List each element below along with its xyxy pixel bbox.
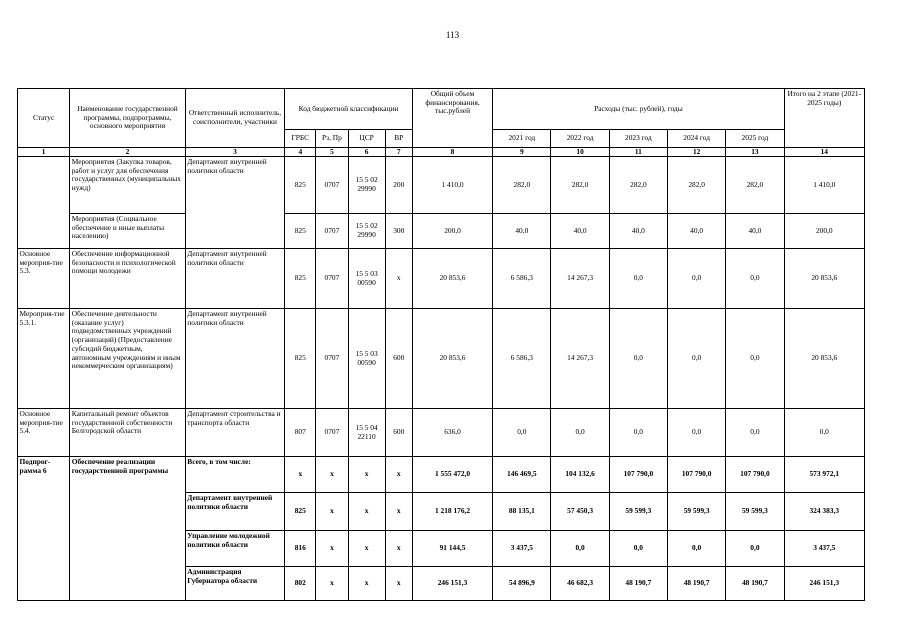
row-stage-total: 1 410,0: [784, 157, 864, 214]
row-executor: Департамент внутренней политики области: [185, 157, 284, 249]
col-number: 5: [316, 148, 348, 157]
row-status: Основное мероприя-тие 5.4.: [18, 409, 70, 457]
row-vr: 600: [385, 409, 412, 457]
row-2023: 282,0: [609, 157, 667, 214]
col-number: 10: [551, 148, 609, 157]
col-number: 14: [784, 148, 864, 157]
row-csr: 15 5 02 29990: [348, 157, 385, 214]
row-vr: 600: [385, 309, 412, 409]
row-2021: 88 135,1: [493, 493, 551, 531]
row-rzpr: 0707: [316, 309, 348, 409]
row-2022: 57 450,3: [551, 493, 609, 531]
row-name: Мероприятия (Социальное обеспечение и иные выплаты населению): [70, 214, 186, 249]
row-2021: 146 469,5: [493, 457, 551, 493]
row-stage-total: 200,0: [784, 214, 864, 249]
col-number: 11: [609, 148, 667, 157]
row-2023: 59 599,3: [609, 493, 667, 531]
row-2025: 40,0: [726, 214, 784, 249]
row-name: Обеспечение деятельности (оказание услуг) подведомственных учреждений (организаций) (Предоставление субсидий бюджетным, автономным учреждениям и иным некоммерческим организациям): [70, 309, 186, 409]
row-2024: 0,0: [668, 309, 726, 409]
col-number: 8: [412, 148, 492, 157]
row-total: 91 144,5: [412, 531, 492, 567]
row-2024: 48 190,7: [668, 567, 726, 601]
header-grbs: ГРБС: [285, 130, 316, 148]
row-csr: х: [348, 531, 385, 567]
header-2022: 2022 год: [551, 130, 609, 148]
col-number: 1: [18, 148, 70, 157]
row-grbs: 802: [285, 567, 316, 601]
row-2025: 282,0: [726, 157, 784, 214]
row-2023: 0,0: [609, 531, 667, 567]
row-vr: х: [385, 493, 412, 531]
row-csr: 15 5 03 00590: [348, 249, 385, 309]
row-stage-total: 246 151,3: [784, 567, 864, 601]
row-rzpr: х: [316, 457, 348, 493]
row-total: 1 410,0: [412, 157, 492, 214]
row-name: Обеспечение реализации государственной программы: [70, 457, 186, 601]
row-total: 636,0: [412, 409, 492, 457]
row-rzpr: х: [316, 493, 348, 531]
row-grbs: 825: [285, 157, 316, 214]
table-row: [18, 409, 865, 457]
header-2024: 2024 год: [668, 130, 726, 148]
row-stage-total: 0,0: [784, 409, 864, 457]
row-2022: 104 132,6: [551, 457, 609, 493]
header-vr: ВР: [385, 130, 412, 148]
row-rzpr: 0707: [316, 214, 348, 249]
row-vr: х: [385, 457, 412, 493]
row-2024: 40,0: [668, 214, 726, 249]
row-grbs: 825: [285, 214, 316, 249]
col-number: 3: [185, 148, 284, 157]
row-status: Подпрог-рамма 6: [18, 457, 70, 601]
row-2024: 0,0: [668, 409, 726, 457]
row-stage-total: 20 853,6: [784, 309, 864, 409]
col-number: 9: [493, 148, 551, 157]
row-2022: 282,0: [551, 157, 609, 214]
row-total: 20 853,6: [412, 309, 492, 409]
row-grbs: 825: [285, 309, 316, 409]
row-2025: 0,0: [726, 249, 784, 309]
col-number: 6: [348, 148, 385, 157]
row-2024: 0,0: [668, 249, 726, 309]
row-2025: 0,0: [726, 309, 784, 409]
row-executor: Департамент внутренней политики области: [185, 249, 284, 309]
row-2025: 0,0: [726, 409, 784, 457]
row-2022: 46 682,3: [551, 567, 609, 601]
row-2023: 107 790,0: [609, 457, 667, 493]
row-status: [18, 157, 70, 249]
header-budget-code: Код бюджетной классификации: [285, 89, 413, 130]
row-2023: 0,0: [609, 309, 667, 409]
header-expenses: Расходы (тыс. рублей), годы: [493, 89, 784, 130]
row-2023: 0,0: [609, 249, 667, 309]
table-row: [18, 214, 865, 249]
row-2023: 0,0: [609, 409, 667, 457]
row-2022: 0,0: [551, 531, 609, 567]
header-rzpr: Рз, Пр: [316, 130, 348, 148]
row-name: Обеспечение информационной безопасности и психологической помощи молодежи: [70, 249, 186, 309]
row-csr: х: [348, 457, 385, 493]
row-grbs: х: [285, 457, 316, 493]
row-2021: 6 586,3: [493, 309, 551, 409]
row-stage-total: 573 972,1: [784, 457, 864, 493]
row-vr: 200: [385, 157, 412, 214]
row-rzpr: х: [316, 531, 348, 567]
row-rzpr: 0707: [316, 409, 348, 457]
row-executor: Управление молодежной политики области: [185, 531, 284, 567]
row-vr: х: [385, 531, 412, 567]
row-executor: Департамент внутренней политики области: [185, 309, 284, 409]
row-stage-total: 324 383,3: [784, 493, 864, 531]
row-stage-total: 20 853,6: [784, 249, 864, 309]
row-2021: 40,0: [493, 214, 551, 249]
row-vr: х: [385, 249, 412, 309]
row-total: 200,0: [412, 214, 492, 249]
col-number: 2: [70, 148, 186, 157]
row-grbs: 825: [285, 249, 316, 309]
column-number-row: [18, 148, 865, 157]
row-2025: 59 599,3: [726, 493, 784, 531]
row-total: 1 555 472,0: [412, 457, 492, 493]
row-rzpr: х: [316, 567, 348, 601]
row-executor: Всего, в том числе:: [185, 457, 284, 493]
row-2021: 0,0: [493, 409, 551, 457]
header-csr: ЦСР: [348, 130, 385, 148]
header-2023: 2023 год: [609, 130, 667, 148]
row-rzpr: 0707: [316, 157, 348, 214]
row-csr: х: [348, 493, 385, 531]
row-2021: 282,0: [493, 157, 551, 214]
header-stage-total: Итого на 2 этапе (2021-2025 годы): [784, 89, 864, 148]
row-2021: 6 586,3: [493, 249, 551, 309]
row-2025: 48 190,7: [726, 567, 784, 601]
row-vr: 300: [385, 214, 412, 249]
row-total: 1 218 176,2: [412, 493, 492, 531]
row-total: 20 853,6: [412, 249, 492, 309]
header-2025: 2025 год: [726, 130, 784, 148]
col-number: 13: [726, 148, 784, 157]
row-csr: х: [348, 567, 385, 601]
col-number: 7: [385, 148, 412, 157]
row-2021: 54 896,9: [493, 567, 551, 601]
page-number: 113: [445, 30, 460, 40]
row-name: Капитальный ремонт объектов государственной собственности Белгородской области: [70, 409, 186, 457]
row-grbs: 807: [285, 409, 316, 457]
row-2024: 107 790,0: [668, 457, 726, 493]
table-row: [18, 309, 865, 409]
row-stage-total: 3 437,5: [784, 531, 864, 567]
row-2025: 107 790,0: [726, 457, 784, 493]
row-rzpr: 0707: [316, 249, 348, 309]
header-2021: 2021 год: [493, 130, 551, 148]
row-2024: 0,0: [668, 531, 726, 567]
table-row: [18, 457, 865, 493]
header-total: Общий объем финансирования, тыс.рублей: [412, 89, 492, 148]
col-number: 4: [285, 148, 316, 157]
row-2023: 48 190,7: [609, 567, 667, 601]
row-csr: 15 5 02 29990: [348, 214, 385, 249]
row-2022: 14 267,3: [551, 309, 609, 409]
row-executor: Администрация Губернатора области: [185, 567, 284, 601]
row-name: Мероприятия (Закупка товаров, работ и услуг для обеспечения государственных (муниципальных нужд): [70, 157, 186, 214]
row-total: 246 151,3: [412, 567, 492, 601]
header-status: Статус: [18, 89, 70, 148]
row-2022: 0,0: [551, 409, 609, 457]
header-executor: Ответственный исполнитель, соисполнители, участники: [185, 89, 284, 148]
row-2021: 3 437,5: [493, 531, 551, 567]
budget-table: [17, 88, 865, 601]
table-row: [18, 157, 865, 214]
row-2024: 282,0: [668, 157, 726, 214]
row-csr: 15 5 03 00590: [348, 309, 385, 409]
row-status: Основное мероприя-тие 5.3.: [18, 249, 70, 309]
row-2022: 40,0: [551, 214, 609, 249]
header-name: Наименование государственной программы, подпрограммы, основного мероприятия: [70, 89, 186, 148]
row-csr: 15 5 04 22110: [348, 409, 385, 457]
row-2022: 14 267,3: [551, 249, 609, 309]
row-vr: х: [385, 567, 412, 601]
row-executor: Департамент внутренней политики области: [185, 493, 284, 531]
table-row: [18, 249, 865, 309]
row-grbs: 825: [285, 493, 316, 531]
row-2024: 59 599,3: [668, 493, 726, 531]
row-status: Мероприя-тие 5.3.1.: [18, 309, 70, 409]
col-number: 12: [668, 148, 726, 157]
row-2025: 0,0: [726, 531, 784, 567]
row-grbs: 816: [285, 531, 316, 567]
row-2023: 40,0: [609, 214, 667, 249]
row-executor: Департамент строительства и транспорта области: [185, 409, 284, 457]
